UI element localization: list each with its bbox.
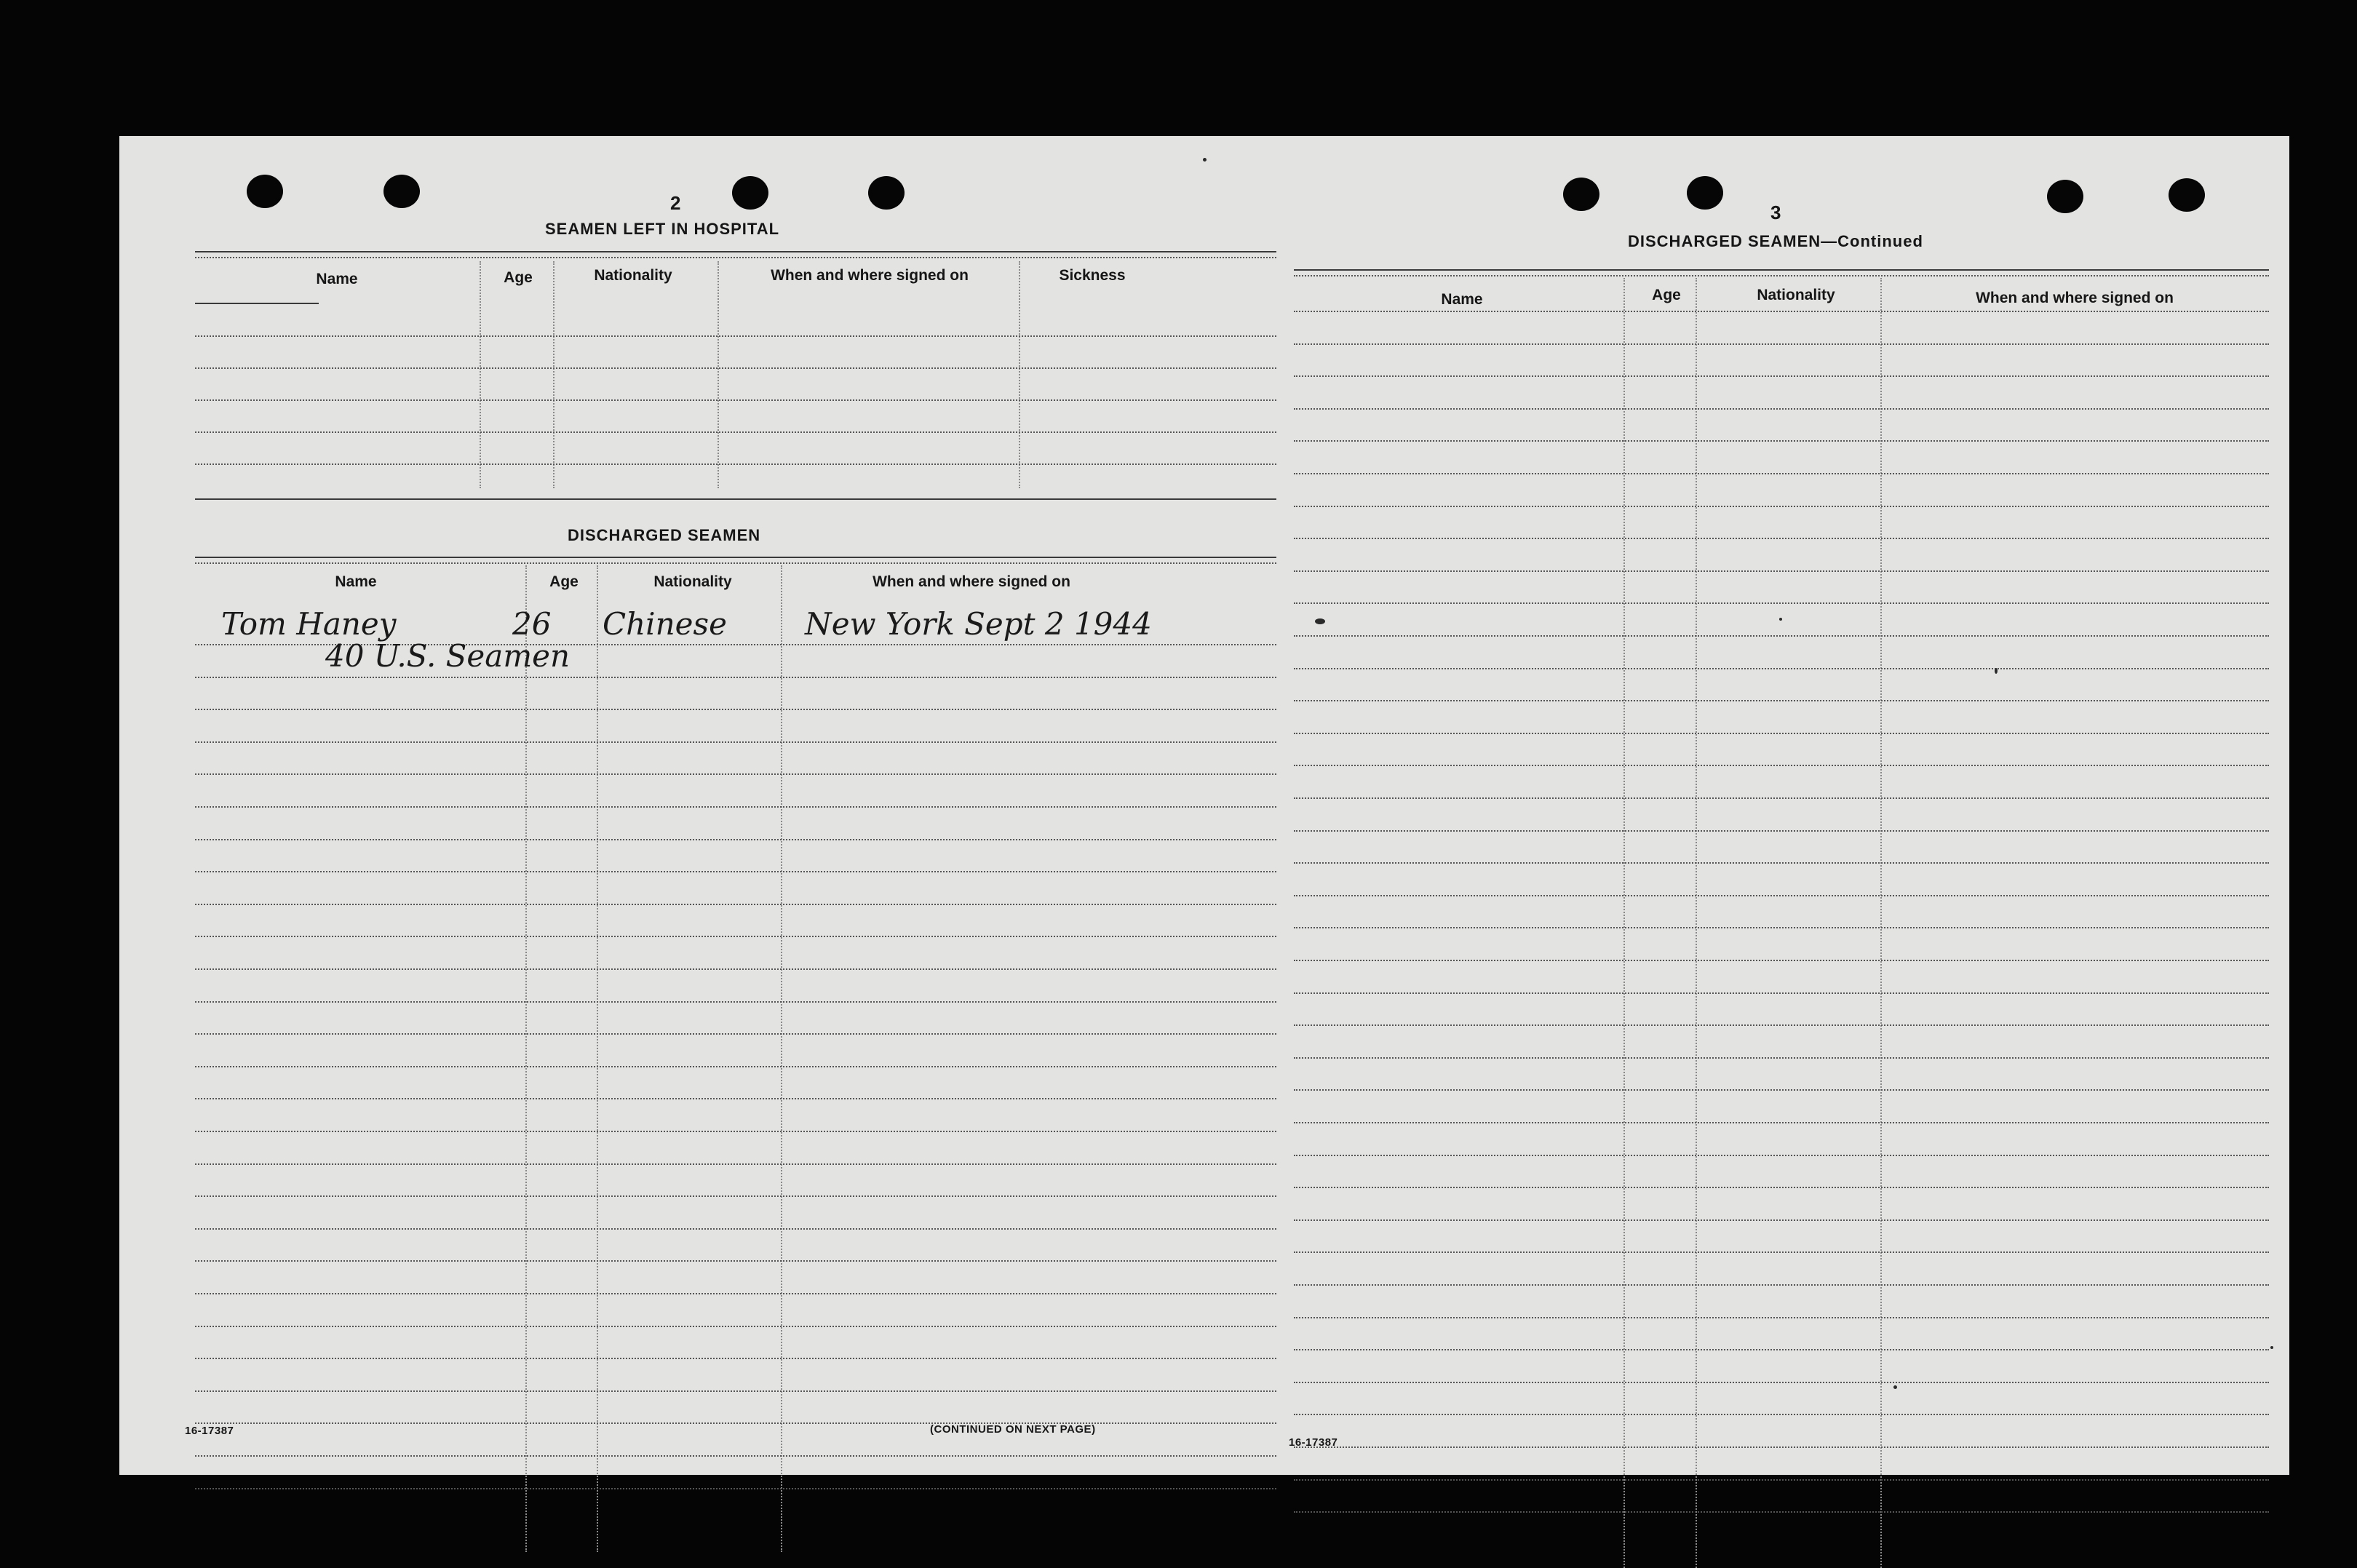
- ledger-row-rule: [1294, 1251, 2269, 1253]
- hospital-row-rule: [195, 367, 1276, 369]
- scan-speck: [1779, 618, 1782, 621]
- ledger-row-rule: [195, 1163, 1276, 1165]
- page-number-right: 3: [1770, 202, 1781, 223]
- ledger-row-rule: [195, 1228, 1276, 1230]
- ledger-row-rule: [1294, 1317, 2269, 1318]
- ledger-row-rule: [1294, 1446, 2269, 1448]
- handwritten-name: Tom Haney: [221, 606, 397, 642]
- ledger-row-rule: [195, 1131, 1276, 1132]
- ledger-row-rule: [1294, 635, 2269, 637]
- page-number-left: 2: [670, 192, 681, 214]
- discharged-col-divider: [525, 565, 527, 1552]
- ledger-row-rule: [1294, 538, 2269, 539]
- ledger-row-rule: [1294, 1219, 2269, 1221]
- ledger-row-rule: [195, 1488, 1276, 1489]
- continued-col-divider: [1880, 278, 1882, 1568]
- ledger-row-rule: [1294, 570, 2269, 572]
- handwritten-age: 26: [512, 606, 552, 642]
- scan-speck: [1315, 618, 1325, 624]
- ledger-row-rule: [1294, 1024, 2269, 1026]
- binder-hole: [1687, 176, 1723, 210]
- continued-table-top-rule: [1294, 275, 2269, 276]
- ledger-row-rule: [1294, 473, 2269, 474]
- discharged-col-signed-on: When and where signed on: [873, 573, 1070, 590]
- ledger-row-rule: [1294, 992, 2269, 994]
- ledger-row-rule: [1294, 1382, 2269, 1383]
- discharged-col-divider: [781, 565, 782, 1552]
- form-number-right: 16-17387: [1289, 1436, 1338, 1449]
- hospital-name-underline: [195, 303, 319, 304]
- ledger-row-rule: [195, 968, 1276, 970]
- ledger-row-rule: [1294, 927, 2269, 928]
- ledger-row-rule: [1294, 602, 2269, 604]
- binder-hole: [868, 176, 905, 210]
- ledger-row-rule: [1294, 765, 2269, 766]
- ledger-row-rule: [1294, 1122, 2269, 1123]
- ledger-row-rule: [1294, 830, 2269, 832]
- binder-hole: [2169, 178, 2205, 212]
- ledger-row-rule: [1294, 1155, 2269, 1156]
- ledger-row-rule: [195, 1098, 1276, 1099]
- ledger-row-rule: [195, 1422, 1276, 1424]
- continued-col-divider: [1623, 278, 1625, 1568]
- ledger-row-rule: [1294, 733, 2269, 734]
- ledger-row-rule: [1294, 1057, 2269, 1059]
- hospital-table-bottom-rule: [195, 498, 1276, 500]
- discharged-table-top-rule: [195, 557, 1276, 558]
- ledger-row-rule: [1294, 311, 2269, 312]
- ledger-sheet: [119, 136, 2289, 1475]
- ledger-row-rule: [1294, 700, 2269, 701]
- continued-col-divider: [1696, 278, 1697, 1568]
- continued-col-nationality: Nationality: [1757, 287, 1835, 303]
- continued-col-signed-on: When and where signed on: [1976, 290, 2174, 306]
- hospital-col-divider: [1019, 261, 1020, 488]
- binder-hole: [247, 175, 283, 208]
- hospital-col-divider: [718, 261, 719, 488]
- ledger-row-rule: [195, 709, 1276, 710]
- ledger-row-rule: [195, 1455, 1276, 1457]
- ledger-row-rule: [1294, 797, 2269, 799]
- hospital-row-rule: [195, 463, 1276, 465]
- ledger-row-rule: [195, 871, 1276, 872]
- continued-table-top-rule: [1294, 269, 2269, 271]
- scan-speck: [1893, 1385, 1897, 1389]
- ledger-row-rule: [195, 741, 1276, 743]
- ledger-row-rule: [1294, 960, 2269, 961]
- ledger-row-rule: [195, 1260, 1276, 1262]
- ledger-row-rule: [195, 904, 1276, 905]
- hospital-row-rule: [195, 335, 1276, 337]
- ledger-row-rule: [1294, 375, 2269, 377]
- ledger-row-rule: [1294, 668, 2269, 669]
- binder-hole: [2047, 180, 2083, 213]
- ledger-row-rule: [1294, 1089, 2269, 1091]
- handwritten-nationality: Chinese: [603, 606, 727, 642]
- ledger-row-rule: [195, 806, 1276, 808]
- handwritten-signed-on: New York Sept 2 1944: [805, 606, 1152, 642]
- ledger-row-rule: [1294, 862, 2269, 864]
- hospital-row-rule: [195, 399, 1276, 401]
- hospital-col-age: Age: [504, 269, 533, 286]
- discharged-col-age: Age: [549, 573, 579, 590]
- hospital-table-top-rule: [195, 257, 1276, 258]
- ledger-row-rule: [1294, 343, 2269, 345]
- handwritten-note: 40 U.S. Seamen: [325, 638, 571, 674]
- ledger-row-rule: [1294, 1349, 2269, 1350]
- binder-hole: [1563, 178, 1599, 211]
- hospital-col-divider: [553, 261, 555, 488]
- hospital-section-title: SEAMEN LEFT IN HOSPITAL: [545, 220, 780, 238]
- scan-speck: [1995, 668, 1998, 674]
- ledger-row-rule: [1294, 1414, 2269, 1415]
- hospital-col-nationality: Nationality: [594, 267, 672, 284]
- hospital-col-name: Name: [316, 271, 358, 287]
- ledger-row-rule: [195, 1326, 1276, 1327]
- ledger-row-rule: [195, 677, 1276, 678]
- hospital-table-top-rule: [195, 251, 1276, 252]
- ledger-row-rule: [195, 1033, 1276, 1035]
- ledger-row-rule: [195, 1358, 1276, 1359]
- ledger-row-rule: [1294, 506, 2269, 507]
- hospital-col-signed-on: When and where signed on: [771, 267, 969, 284]
- ledger-row-rule: [195, 1195, 1276, 1197]
- ledger-row-rule: [195, 1293, 1276, 1294]
- ledger-row-rule: [1294, 895, 2269, 896]
- discharged-col-divider: [597, 565, 598, 1552]
- ledger-row-rule: [1294, 1187, 2269, 1188]
- binder-hole: [732, 176, 768, 210]
- ledger-row-rule: [1294, 408, 2269, 410]
- ledger-row-rule: [1294, 1511, 2269, 1513]
- ledger-row-rule: [1294, 1479, 2269, 1481]
- ledger-row-rule: [195, 839, 1276, 840]
- form-number-left: 16-17387: [185, 1425, 234, 1437]
- continued-col-name: Name: [1441, 291, 1483, 308]
- ledger-row-rule: [195, 1001, 1276, 1003]
- hospital-col-sickness: Sickness: [1059, 267, 1126, 284]
- discharged-table-top-rule: [195, 562, 1276, 564]
- ledger-row-rule: [195, 936, 1276, 937]
- hospital-col-divider: [480, 261, 481, 488]
- ledger-row-rule: [195, 1066, 1276, 1067]
- continued-note: (CONTINUED ON NEXT PAGE): [930, 1423, 1096, 1436]
- hospital-row-rule: [195, 431, 1276, 433]
- scan-speck: [2270, 1346, 2273, 1349]
- continued-section-title: DISCHARGED SEAMEN—Continued: [1628, 232, 1923, 250]
- discharged-section-title: DISCHARGED SEAMEN: [568, 526, 761, 544]
- ledger-row-rule: [195, 1390, 1276, 1392]
- ledger-row-rule: [195, 773, 1276, 775]
- discharged-col-name: Name: [335, 573, 377, 590]
- continued-col-age: Age: [1652, 287, 1681, 303]
- ledger-row-rule: [1294, 1284, 2269, 1286]
- ledger-row-rule: [1294, 440, 2269, 442]
- discharged-col-nationality: Nationality: [653, 573, 732, 590]
- binder-hole: [383, 175, 420, 208]
- scan-speck: [1203, 158, 1207, 162]
